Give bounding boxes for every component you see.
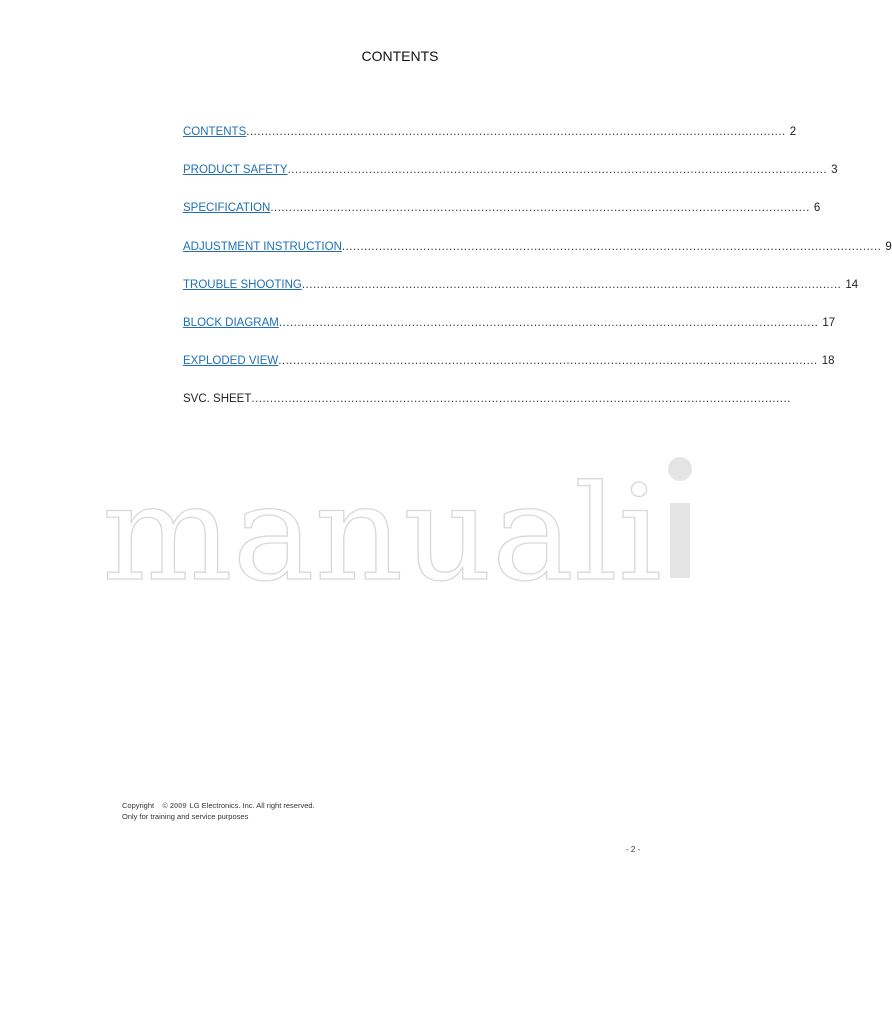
toc-leader-dots: .................................................................................................................................................. bbox=[287, 164, 828, 176]
toc-link[interactable]: CONTENTS bbox=[183, 126, 247, 138]
toc-page-number: 17 bbox=[822, 317, 836, 329]
toc-entry-svc-sheet bbox=[183, 393, 791, 409]
toc-leader-dots: .................................................................................................................................................. bbox=[278, 355, 818, 367]
toc-entry-product-safety[interactable] bbox=[183, 164, 838, 180]
toc-leader-dots: .................................................................................................................................................. bbox=[341, 241, 882, 253]
copyright-text: LG Electronics. Inc. All right reserved. bbox=[189, 801, 315, 810]
toc-entry-exploded-view[interactable] bbox=[183, 355, 835, 371]
toc-entry-specification[interactable] bbox=[183, 202, 821, 218]
page-number: - 2 - bbox=[626, 845, 641, 854]
toc-leader-dots: .................................................................................................................................................. bbox=[278, 317, 819, 329]
toc-entry-block-diagram[interactable] bbox=[183, 317, 836, 333]
purpose-line: Only for training and service purposes bbox=[122, 811, 249, 821]
toc-link[interactable]: EXPLODED VIEW bbox=[183, 355, 279, 367]
toc-page-number: 3 bbox=[831, 164, 838, 176]
toc-leader-dots: .................................................................................................................................................. bbox=[246, 126, 786, 138]
toc-leader-dots: .................................................................................................................................................. bbox=[270, 202, 810, 214]
copyright-label: Copyright bbox=[122, 801, 155, 810]
toc-page-number: 18 bbox=[821, 355, 835, 367]
toc-page-number: 9 bbox=[885, 241, 892, 253]
toc-leader-dots: .................................................................................................................................................. bbox=[251, 393, 791, 405]
toc-page-number: 14 bbox=[845, 279, 859, 291]
page-title: CONTENTS bbox=[361, 48, 439, 64]
toc-entry-trouble-shooting[interactable] bbox=[183, 279, 859, 295]
watermark-i-stem bbox=[670, 503, 690, 578]
copyright-line bbox=[122, 801, 315, 812]
manuali-watermark-logo bbox=[100, 455, 700, 611]
copyright-symbol: © 2009 bbox=[162, 801, 187, 810]
toc-page-number: 6 bbox=[813, 202, 821, 214]
toc-label: SVC. SHEET bbox=[183, 393, 252, 405]
toc-entry-adjustment-instruction[interactable] bbox=[183, 241, 892, 257]
toc-link[interactable]: PRODUCT SAFETY bbox=[183, 164, 288, 176]
toc-link[interactable]: SPECIFICATION bbox=[183, 202, 271, 214]
toc-entry-contents[interactable] bbox=[183, 126, 797, 142]
footer-copyright bbox=[122, 801, 315, 822]
toc-leader-dots: .................................................................................................................................................. bbox=[301, 279, 842, 291]
toc-link[interactable]: ADJUSTMENT INSTRUCTION bbox=[183, 241, 342, 253]
watermark-i-dot bbox=[668, 457, 692, 481]
toc-page-number: 2 bbox=[789, 126, 797, 138]
toc-link[interactable]: BLOCK DIAGRAM bbox=[183, 317, 279, 329]
watermark-text: manuali bbox=[102, 457, 662, 611]
toc-link[interactable]: TROUBLE SHOOTING bbox=[183, 279, 302, 291]
